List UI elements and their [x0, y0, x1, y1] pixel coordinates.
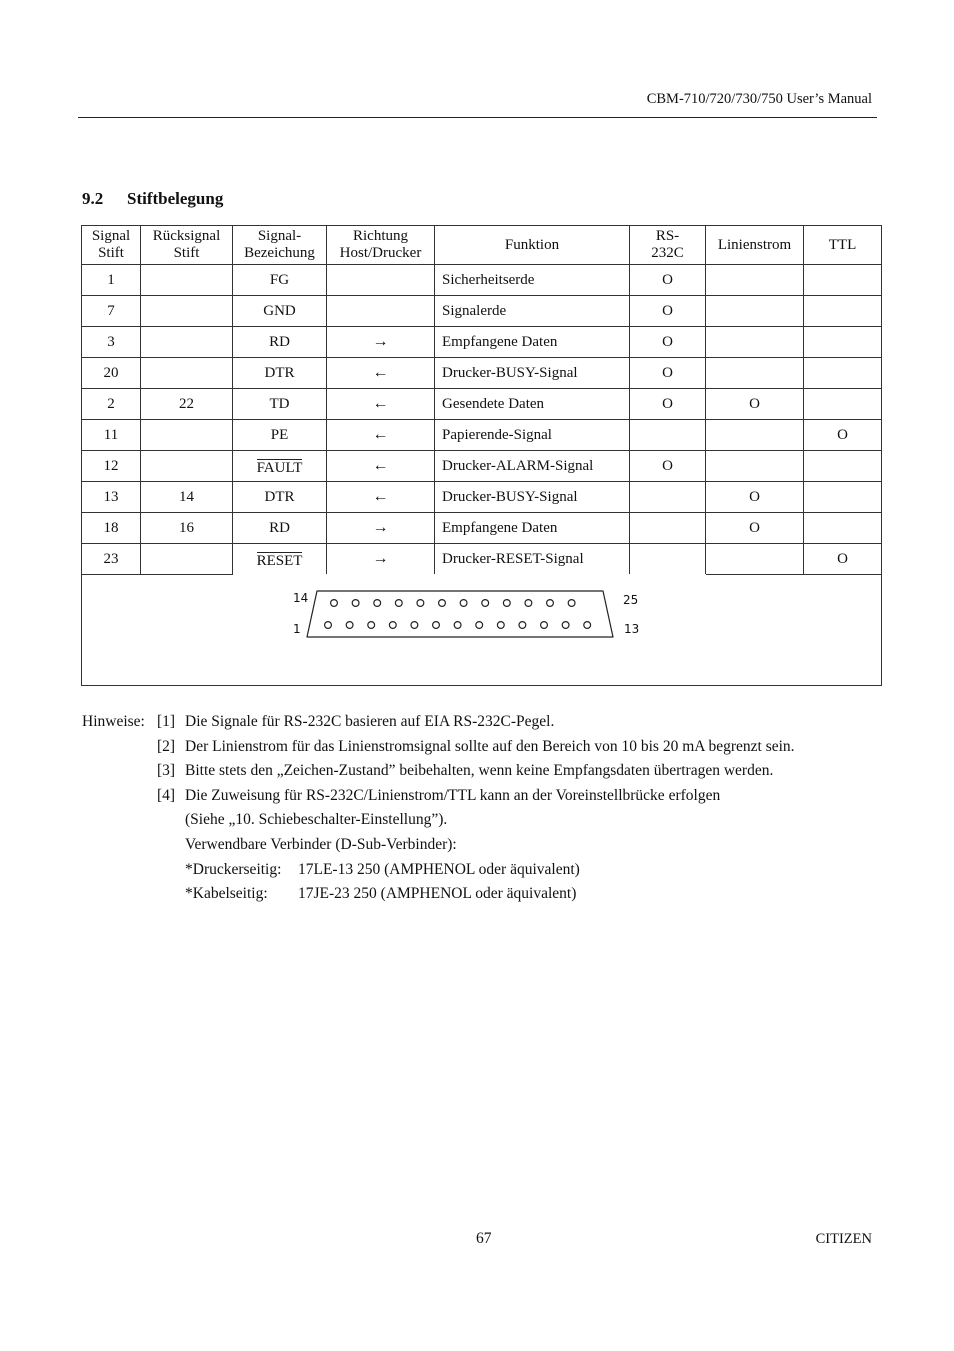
function-cell: Drucker-RESET-Signal [435, 544, 630, 575]
rs232c-cell [630, 544, 706, 575]
rs232c-cell [630, 420, 706, 451]
connector-pin-hole [325, 622, 332, 629]
ttl-cell [804, 358, 882, 389]
rs232c-cell: O [630, 358, 706, 389]
direction-cell: ← [327, 420, 435, 451]
note-index: [4] [157, 786, 176, 804]
connector-pin-hole [374, 600, 381, 607]
pin-cell: 20 [82, 358, 141, 389]
connector-pin-hole [411, 622, 418, 629]
connector-pin-hole [547, 600, 554, 607]
table-row [82, 358, 882, 389]
signal-cell: RD [233, 513, 327, 544]
connector-pin-hole [368, 622, 375, 629]
ttl-cell: O [804, 544, 882, 575]
function-cell: Gesendete Daten [435, 389, 630, 420]
connector-diagram-cell [82, 575, 882, 686]
ttl-cell [804, 265, 882, 296]
note-text: Die Zuweisung für RS-232C/Linienstrom/TTL kann an der Voreinstellbrücke erfolgen [185, 786, 721, 804]
header-direction: Richtung Host/Drucker [327, 226, 435, 265]
table-row [82, 265, 882, 296]
connector-spec-label: *Kabelseitig: [185, 885, 268, 903]
return-pin-cell [141, 296, 233, 327]
rs232c-cell [630, 513, 706, 544]
note-item [82, 759, 795, 784]
function-cell: Signalerde [435, 296, 630, 327]
pin-cell: 23 [82, 544, 141, 575]
ttl-cell [804, 327, 882, 358]
connector-pin-hole [482, 600, 489, 607]
manual-title: CBM-710/720/730/750 User’s Manual [646, 91, 872, 107]
connector-pin-hole [352, 600, 359, 607]
rs232c-cell: O [630, 451, 706, 482]
connector-pin-hole [460, 600, 467, 607]
connector-pin-hole [346, 622, 353, 629]
ttl-cell [804, 513, 882, 544]
return-pin-cell [141, 544, 233, 575]
signal-cell: DTR [233, 482, 327, 513]
table-row [82, 327, 882, 358]
ttl-cell [804, 389, 882, 420]
direction-cell: ← [327, 482, 435, 513]
connector-pin-hole [417, 600, 424, 607]
connector-pin-hole [439, 600, 446, 607]
note-item [82, 784, 795, 809]
return-pin-cell: 16 [141, 513, 233, 544]
signal-cell: PE [233, 420, 327, 451]
rs232c-cell: O [630, 265, 706, 296]
direction-cell [327, 296, 435, 327]
line-current-cell [706, 296, 804, 327]
connector-pin-hole [562, 622, 569, 629]
ttl-cell [804, 296, 882, 327]
notes-section [82, 710, 795, 907]
function-cell: Drucker-BUSY-Signal [435, 482, 630, 513]
note-item [82, 710, 795, 735]
pin-cell: 7 [82, 296, 141, 327]
connector-pin-hole [389, 622, 396, 629]
return-pin-cell [141, 451, 233, 482]
connector-spec-label: *Druckerseitig: [185, 860, 282, 878]
pin-cell: 1 [82, 265, 141, 296]
ttl-cell [804, 451, 882, 482]
return-pin-cell [141, 358, 233, 389]
table-row [82, 451, 882, 482]
line-current-cell [706, 327, 804, 358]
pin-cell: 13 [82, 482, 141, 513]
header-line-current: Linienstrom [706, 226, 804, 265]
direction-cell: → [327, 513, 435, 544]
connector-pin-hole [497, 622, 504, 629]
function-cell: Drucker-ALARM-Signal [435, 451, 630, 482]
direction-cell: ← [327, 389, 435, 420]
return-pin-cell: 14 [141, 482, 233, 513]
header-rs232c: RS- 232C [630, 226, 706, 265]
connector-pin-hole [519, 622, 526, 629]
dsub25-connector-diagram [287, 585, 647, 645]
pin-cell: 11 [82, 420, 141, 451]
section-title: Stiftbelegung [127, 189, 224, 208]
note-text: Der Linienstrom für das Linienstromsignal sollte auf den Bereich von 10 bis 20 mA begrenzt sein. [185, 737, 795, 755]
direction-cell: → [327, 327, 435, 358]
table-header-row [82, 226, 882, 265]
pin-cell: 18 [82, 513, 141, 544]
connector-spec-value: 17JE-23 250 (AMPHENOL oder äquivalent) [298, 885, 577, 903]
function-cell: Sicherheitserde [435, 265, 630, 296]
connector-pin-hole [525, 600, 532, 607]
connector-pin-hole [395, 600, 402, 607]
pin-label-14: 14 [293, 591, 309, 605]
line-current-cell: O [706, 389, 804, 420]
rs232c-cell: O [630, 327, 706, 358]
pin-cell: 3 [82, 327, 141, 358]
note-index: [1] [157, 713, 176, 730]
table-row [82, 544, 882, 575]
signal-cell: GND [233, 296, 327, 327]
line-current-cell [706, 451, 804, 482]
return-pin-cell [141, 327, 233, 358]
table-row [82, 296, 882, 327]
signal-cell: FG [233, 265, 327, 296]
rs232c-cell: O [630, 389, 706, 420]
connector-pin-hole [476, 622, 483, 629]
signal-cell: RD [233, 327, 327, 358]
note-continuation: Verwendbare Verbinder (D-Sub-Verbinder): [185, 835, 457, 853]
notes-lead: Hinweise: [82, 713, 145, 730]
function-cell: Drucker-BUSY-Signal [435, 358, 630, 389]
direction-cell: → [327, 544, 435, 575]
line-current-cell: O [706, 513, 804, 544]
line-current-cell [706, 420, 804, 451]
table-row [82, 482, 882, 513]
connector-pin-hole [584, 622, 591, 629]
pin-label-25: 25 [623, 593, 639, 607]
rs232c-cell: O [630, 296, 706, 327]
signal-cell: TD [233, 389, 327, 420]
note-item [82, 735, 795, 760]
brand-name: CITIZEN [815, 1231, 872, 1247]
line-current-cell [706, 265, 804, 296]
header-signal-name: Signal- Bezeichung [233, 226, 327, 265]
pin-cell: 2 [82, 389, 141, 420]
connector-spec [82, 882, 795, 907]
signal-overlined: FAULT [256, 459, 303, 476]
connector-pin-hole [503, 600, 510, 607]
return-pin-cell [141, 420, 233, 451]
note-index: [3] [157, 762, 176, 780]
function-cell: Papierende-Signal [435, 420, 630, 451]
signal-overlined: RESET [256, 552, 303, 569]
connector-pin-hole [541, 622, 548, 629]
table-row [82, 420, 882, 451]
connector-pin-hole [433, 622, 440, 629]
header-divider [78, 117, 877, 118]
return-pin-cell [141, 265, 233, 296]
table-row [82, 389, 882, 420]
connector-row [82, 575, 882, 686]
connector-pin-hole [454, 622, 461, 629]
connector-pin-hole [331, 600, 338, 607]
connector-pin-hole [568, 600, 575, 607]
pin-label-1: 1 [293, 622, 301, 636]
ttl-cell [804, 482, 882, 513]
connector-bottom-pins [325, 622, 591, 629]
signal-cell: DTR [233, 358, 327, 389]
connector-spec [82, 858, 795, 883]
note-continuation: (Siehe „10. Schiebeschalter-Einstellung”). [185, 811, 448, 829]
note-text: Bitte stets den „Zeichen-Zustand” beibehalten, wenn keine Empfangsdaten übertragen werden. [185, 762, 774, 780]
signal-cell [233, 544, 327, 575]
page-number: 67 [476, 1230, 492, 1247]
section-number: 9.2 [82, 189, 104, 208]
section-heading [82, 189, 223, 209]
direction-cell [327, 265, 435, 296]
pin-label-13: 13 [624, 622, 640, 636]
connector-spec-value: 17LE-13 250 (AMPHENOL oder äquivalent) [298, 860, 580, 878]
header-return-pin: Rücksignal Stift [141, 226, 233, 265]
pin-cell: 12 [82, 451, 141, 482]
note-text: Die Signale für RS-232C basieren auf EIA RS-232C-Pegel. [185, 713, 555, 730]
signal-cell [233, 451, 327, 482]
header-signal-pin: Signal Stift [82, 226, 141, 265]
note-index: [2] [157, 737, 176, 755]
function-cell: Empfangene Daten [435, 327, 630, 358]
pin-assignment-table [81, 225, 882, 686]
line-current-cell [706, 544, 804, 575]
rs232c-cell [630, 482, 706, 513]
direction-cell: ← [327, 451, 435, 482]
header-function: Funktion [435, 226, 630, 265]
header-ttl: TTL [804, 226, 882, 265]
ttl-cell: O [804, 420, 882, 451]
table-row [82, 513, 882, 544]
line-current-cell [706, 358, 804, 389]
return-pin-cell: 22 [141, 389, 233, 420]
function-cell: Empfangene Daten [435, 513, 630, 544]
line-current-cell: O [706, 482, 804, 513]
connector-top-pins [331, 600, 575, 607]
direction-cell: ← [327, 358, 435, 389]
